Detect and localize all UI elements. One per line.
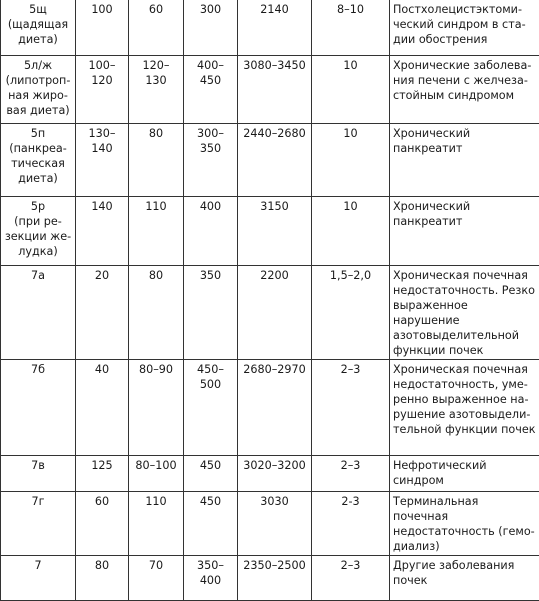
value-cell: 2–3 <box>312 455 390 491</box>
indication-cell: Постхолецистэктоми- ческий синдром в ста- дии обострения <box>390 0 539 55</box>
value-cell: 2140 <box>238 0 312 55</box>
value-cell: 20 <box>76 265 129 359</box>
indication-cell: Другие заболевания почек <box>390 555 539 600</box>
value-cell: 2–3 <box>312 555 390 600</box>
value-cell: 110 <box>129 196 184 265</box>
value-cell: 350 <box>184 265 238 359</box>
value-cell: 60 <box>76 491 129 555</box>
indication-cell: Хронический панкреатит <box>390 123 539 196</box>
diet-cell: 7г <box>1 491 76 555</box>
value-cell: 3080–3450 <box>238 55 312 123</box>
table-row <box>1 555 539 600</box>
table-row <box>1 265 539 359</box>
value-cell: 120–130 <box>129 55 184 123</box>
diet-cell: 5п (панкреа- тическая диета) <box>1 123 76 196</box>
value-cell: 80 <box>76 555 129 600</box>
table-body <box>1 0 539 600</box>
value-cell: 130–140 <box>76 123 129 196</box>
indication-cell: Хроническая почечная недостаточность. Резко выраженное нарушение азотовыделительной функции почек <box>390 265 539 359</box>
value-cell: 10 <box>312 55 390 123</box>
value-cell: 3150 <box>238 196 312 265</box>
diet-cell: 7в <box>1 455 76 491</box>
value-cell: 140 <box>76 196 129 265</box>
indication-cell: Хронические заболева- ния печени с желчеза- стойным синдромом <box>390 55 539 123</box>
value-cell: 400–450 <box>184 55 238 123</box>
value-cell: 10 <box>312 123 390 196</box>
diet-cell: 7 <box>1 555 76 600</box>
value-cell: 10 <box>312 196 390 265</box>
value-cell: 2200 <box>238 265 312 359</box>
value-cell: 3020–3200 <box>238 455 312 491</box>
table-row <box>1 196 539 265</box>
value-cell: 80–90 <box>129 359 184 455</box>
value-cell: 100 <box>76 0 129 55</box>
value-cell: 40 <box>76 359 129 455</box>
value-cell: 110 <box>129 491 184 555</box>
value-cell: 450 <box>184 455 238 491</box>
value-cell: 2-3 <box>312 491 390 555</box>
value-cell: 100–120 <box>76 55 129 123</box>
value-cell: 2680–2970 <box>238 359 312 455</box>
diet-cell: 7б <box>1 359 76 455</box>
value-cell: 125 <box>76 455 129 491</box>
diet-cell: 7а <box>1 265 76 359</box>
value-cell: 1,5–2,0 <box>312 265 390 359</box>
value-cell: 450–500 <box>184 359 238 455</box>
value-cell: 350–400 <box>184 555 238 600</box>
value-cell: 60 <box>129 0 184 55</box>
indication-cell: Хроническая почечная недостаточность, уме- ренно выраженное на- рушение азотовыдели- тельной функции почек <box>390 359 539 455</box>
value-cell: 300–350 <box>184 123 238 196</box>
value-cell: 450 <box>184 491 238 555</box>
table-row <box>1 55 539 123</box>
indication-cell: Хронический панкреатит <box>390 196 539 265</box>
table-row <box>1 359 539 455</box>
table-row <box>1 123 539 196</box>
table-row <box>1 491 539 555</box>
value-cell: 2350–2500 <box>238 555 312 600</box>
indication-cell: Терминальная почечная недостаточность (гемо- диализ) <box>390 491 539 555</box>
diet-cell: 5л/ж (липотроп- ная жиро- вая диета) <box>1 55 76 123</box>
value-cell: 3030 <box>238 491 312 555</box>
diet-cell: 5р (при ре- зекции же- лудка) <box>1 196 76 265</box>
value-cell: 2–3 <box>312 359 390 455</box>
table-row <box>1 455 539 491</box>
value-cell: 80 <box>129 265 184 359</box>
diet-cell: 5щ (щадящая диета) <box>1 0 76 55</box>
value-cell: 80–100 <box>129 455 184 491</box>
value-cell: 300 <box>184 0 238 55</box>
value-cell: 2440–2680 <box>238 123 312 196</box>
value-cell: 400 <box>184 196 238 265</box>
indication-cell: Нефротический синдром <box>390 455 539 491</box>
value-cell: 70 <box>129 555 184 600</box>
value-cell: 8–10 <box>312 0 390 55</box>
value-cell: 80 <box>129 123 184 196</box>
table-row <box>1 0 539 55</box>
